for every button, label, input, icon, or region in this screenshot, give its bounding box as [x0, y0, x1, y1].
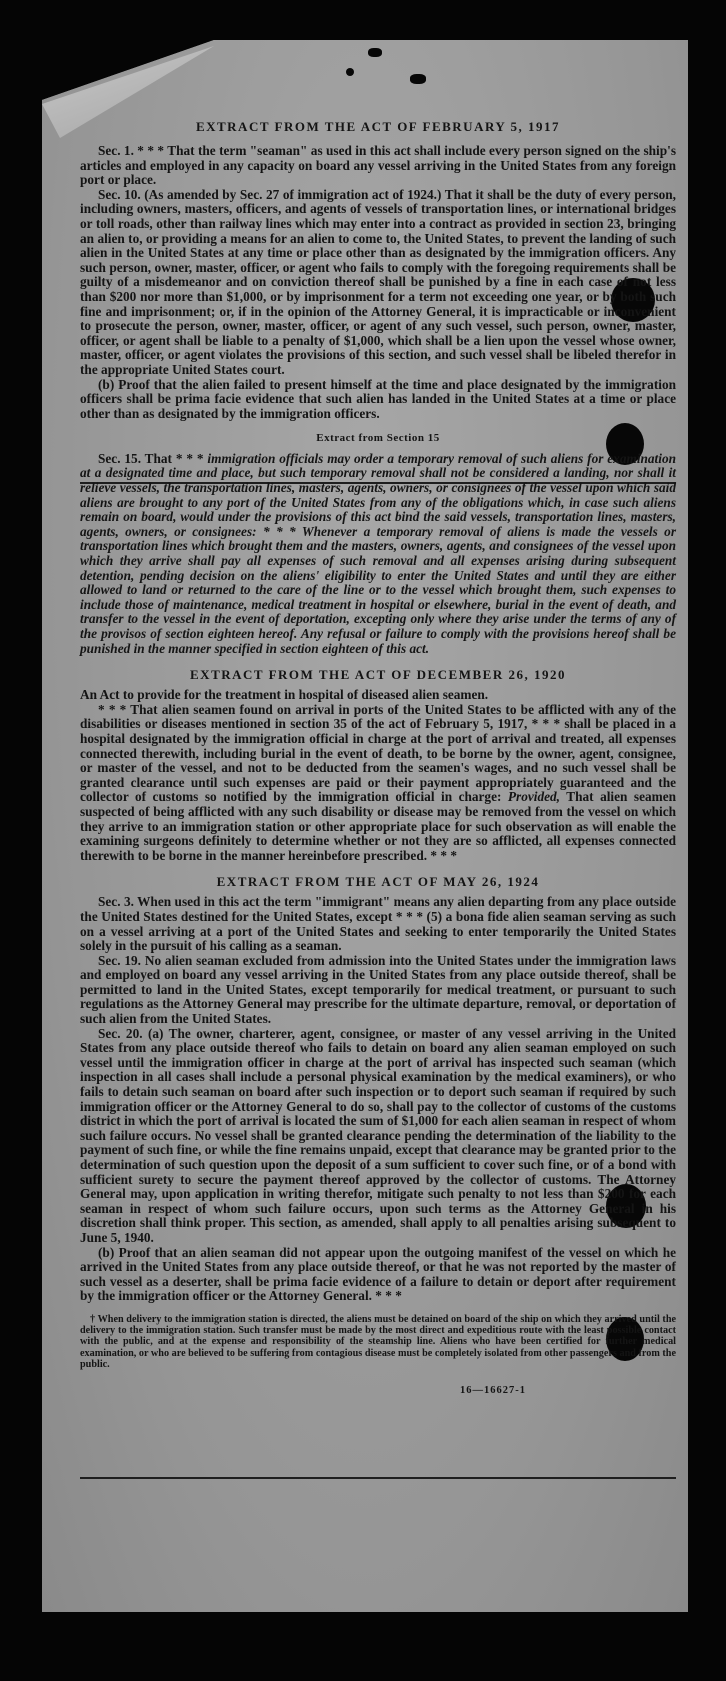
- paragraph-sec-19: Sec. 19. No alien seaman excluded from admission into the United States under the immigration laws and employed on board any vessel arriving in the United States from any place outside thereof, shall be permitted to land in the United States, except temporarily for medical treatment, or pursuant to such regulations as the Attorney General may prescribe for the ultimate departure, removal, or deportation of such alien from the United States.: [80, 952, 676, 1027]
- form-number: 16—16627-1: [460, 1384, 526, 1396]
- ink-blot: [346, 68, 354, 76]
- heading-act-1920: EXTRACT FROM THE ACT OF DECEMBER 26, 1920: [190, 667, 566, 683]
- paragraph-sec-15: [80, 452, 676, 656]
- sec-15-lead: Sec. 15. That * * *: [98, 450, 208, 466]
- paragraph-act-1920-body: [80, 703, 676, 864]
- paragraph-sec-10-b: (b) Proof that the alien failed to present himself at the time and place designated by the immigration officers shall be prima facie evidence that such alien has landed in the United States at a time or place other than as designated by the immigration officers.: [80, 376, 676, 421]
- subheading-section-15: Extract from Section 15: [316, 432, 440, 445]
- paragraph-sec-3: Sec. 3. When used in this act the term "immigrant" means any alien departing from any place outside the United States destined for the United States, except * * * (5) a bona fide alien seaman serving as such on a vessel arriving at a port of the United States and seeking to enter temporarily the United States solely in the pursuit of his calling as a seaman.: [80, 894, 676, 954]
- ink-blot: [368, 48, 382, 57]
- act-1920-proviso: Provided,: [507, 789, 560, 805]
- ink-blot: [410, 74, 426, 84]
- paragraph-sec-20: Sec. 20. (a) The owner, charterer, agent, consignee, or master of any vessel arriving in the United States from any place outside thereof who fails to detain on board any alien seaman employed on such vessel until the immigration officer in charge at the port of arrival has inspected such seaman (which inspection in all cases shall include a personal physical examination by the medical examiners), or who fails to detain such seaman on board after such inspection or to deport such seaman if required by such immigration officer or the Attorney General to do so, shall pay to the collector of customs of the customs district in which the port of arrival is located the sum of $1,000 for each alien seaman in respect of whom such failure occurs. No vessel shall be granted clearance pending the determination of the liability to the payment of such fine, or while the fine remains unpaid, except that clearance may be granted prior to the determination of such question upon the deposit of a sum sufficient to cover such fine, or of a bond with sufficient surety to secure the payment thereof approved by the collector of customs. The Attorney General may, upon application in writing therefor, mitigate such penalty to not less than $200 for each seaman in respect of whom such failure occurs, upon such terms as the Attorney General in his discretion shall think proper. This section, as amended, shall apply to all penalties arising subsequent to June 5, 1940.: [80, 1025, 676, 1245]
- paragraph-sec-20-b: (b) Proof that an alien seaman did not appear upon the outgoing manifest of the vessel on which he arrived in the United States from any place outside thereof, or that he was not reported by the master of such vessel as a deserter, shall be prima facie evidence of a failure to detain or deport after requirement by the immigration officer or the Attorney General. * * *: [80, 1244, 676, 1304]
- footnote-divider: [80, 1477, 676, 1479]
- paragraph-sec-10: Sec. 10. (As amended by Sec. 27 of immigration act of 1924.) That it shall be the duty of every person, including owners, masters, officers, and agents of vessels of transportation lines, or international bridges or toll roads, other than railway lines which may enter into a contract as provided in section 23, bringing an alien to, or providing a means for an alien to come to, the United States, to prevent the landing of such alien in the United States at any time or place other than as designated by the immigration officers. Any such person, owner, master, officer, or agent who fails to comply with the foregoing requirements shall be guilty of a misdemeanor and on conviction thereof shall be punished by a fine in each case of not less than $200 nor more than $1,000, or by imprisonment for a term not exceeding one year, or by both such fine and imprisonment; or, if in the opinion of the Attorney General, it is impracticable or inconvenient to prosecute the person, owner, master, officer, or agent of any such vessel, such person, owner, master, officer, or agent shall be liable to a penalty of $1,000, which shall be a lien upon the vessel whose owner, master, officer, or agent violates the provisions of this section, and such vessel shall be libeled therefor in the appropriate United States court.: [80, 186, 676, 377]
- act-1920-text-a: * * * That alien seamen found on arrival in ports of the United States to be afflicted with any of the disabilities or diseases mentioned in section 35 of the act of February 5, 1917, * * * shall be placed in a hospital designated by the immigration official in charge at the port of arrival and treated, all expenses connected therewith, including burial in the event of death, to be borne by the owner, agent, consignee, or master of the vessel, and not to be deducted from the seamen's wages, and no such vessel shall be granted clearance until such expenses are paid or their payment appropriately guaranteed and the collector of customs so notified by the immigration official in charge:: [80, 701, 676, 805]
- paragraph-sec-1: Sec. 1. * * * That the term "seaman" as used in this act shall include every person signed on the ship's articles and employed in any capacity on board any vessel arriving in the United States from any foreign port or place.: [80, 143, 676, 188]
- heading-act-1917: EXTRACT FROM THE ACT OF FEBRUARY 5, 1917: [195, 119, 561, 134]
- document-body: [80, 118, 676, 1399]
- act-1920-text-b: That alien seamen suspected of being afflicted with any such disability or disease may be removed from the vessel on which they arrive to an immigration station or other appropriate place for such observation as will enable the examining surgeons definitely to determine whether or not they are so afflicted, all expenses connected therewith to be borne in the manner hereinbefore prescribed. * * *: [80, 789, 676, 863]
- footnote: † When delivery to the immigration station is directed, the aliens must be detained on board of the ship on which they arrived until the delivery to the immigration station. Such transfer must be made by the most direct and expeditious route with the least possible contact with the public, and at the expense and responsibility of the steamship line. Aliens who have been certified for further medical examination, or who are believed to be suffering from contagious disease must be completely isolated from other passengers and from the public.: [80, 1313, 676, 1370]
- sec-15-body: immigration officials may order a temporary removal of such aliens for examination at a designated time and place, but such temporary removal shall not be considered a landing, nor shall it relieve vessels, the transportation lines, masters, agents, owners, or consignees of the vessel upon which said aliens are brought to any port of the United States from any of the obligations which, in case such aliens remain on board, would under the provisions of this act bind the said vessels, transportation lines, masters, agents, owners, or consignees: * * * Whenever a temporary removal of aliens is made the vessels or transportation lines which brought them and the masters, owners, agents, and consignees of the vessel upon which they arrive shall pay all expenses of such removal and all expenses arising during subsequent detention, pending decision on the aliens' eligibility to enter the United States and until they are either allowed to land or returned to the care of the line or to the vessel which brought them, such expenses to include those of maintenance, medical treatment in hospital or elsewhere, burial in the event of death, and transfer to the vessel in the event of deportation, excepting only where they arise under the terms of any of the provisos of section eighteen hereof. Any refusal or failure to comply with the provisions hereof shall be punished in the manner specified in section eighteen of this act.: [80, 450, 676, 656]
- paragraph-act-1920-title: An Act to provide for the treatment in hospital of diseased alien seamen.: [80, 687, 489, 703]
- heading-act-1924: EXTRACT FROM THE ACT OF MAY 26, 1924: [216, 874, 540, 890]
